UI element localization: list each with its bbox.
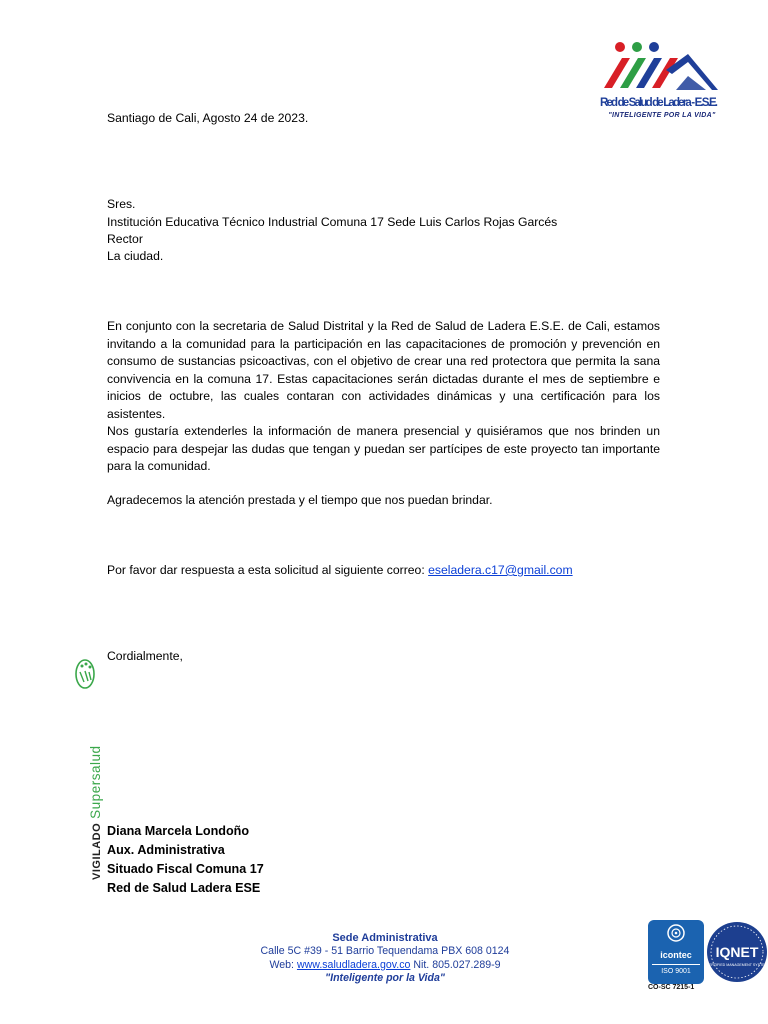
- footer: [200, 932, 570, 986]
- icontec-label: icontec: [660, 950, 692, 960]
- logo-name: Red de Salud de Ladera - E.S.E.: [600, 97, 718, 109]
- footer-address: Calle 5C #39 - 51 Barrio Tequendama PBX 608 0124: [260, 945, 510, 958]
- vigilado-label: VIGILADO: [91, 822, 103, 880]
- recipient-salutation: Sres.: [107, 197, 136, 211]
- body-paragraph-1: En conjunto con la secretaria de Salud Distrital y la Red de Salud de Ladera E.S.E. de Cali, estamos invitando a la comunidad para la participación en las capacitaciones de promoción y prevención en consumo de sustancias psicoactivas, con el objetivo de crear una red protectora que permita la sana convivencia en la comuna 17. Estas capacitaciones serán dictadas durante el mes de septiembre e inicios de octubre, las cuales contaran con actividades dinámicas y una certificación para los asistentes.: [107, 319, 660, 421]
- closing: Cordialmente,: [107, 649, 183, 663]
- icontec-icon: [648, 920, 704, 948]
- recipient-institution: Institución Educativa Técnico Industrial Comuna 17 Sede Luis Carlos Rojas Garcés: [107, 215, 558, 229]
- supersalud-watermark: [88, 746, 103, 880]
- reply-email-link[interactable]: eseladera.c17@gmail.com: [428, 563, 573, 577]
- body-paragraph-2: Nos gustaría extenderles la información de manera presencial y quisiéramos que nos brinden un espacio para despejar las dudas que tengan y puedan ser partícipes de este proyecto tan importante para la comunidad.: [107, 424, 660, 474]
- recipient-title: Rector: [107, 232, 143, 246]
- recipient-city: La ciudad.: [107, 249, 164, 263]
- iqnet-label: IQNET: [715, 944, 759, 960]
- icontec-badge: [648, 920, 704, 984]
- icontec-code: CO-SC 7215-1: [648, 984, 695, 991]
- footer-nit: Nit. 805.027.289-9: [413, 958, 501, 971]
- reply-request-text: Por favor dar respuesta a esta solicitud al siguiente correo:: [107, 563, 425, 577]
- signature-name: Diana Marcela Londoño: [107, 824, 250, 838]
- logo-slogan: "INTELIGENTE POR LA VIDA": [608, 112, 716, 119]
- supersalud-label: Supersalud: [88, 745, 103, 819]
- icontec-iso: ISO 9001: [652, 964, 700, 975]
- iqnet-sub: CERTIFIED MANAGEMENT SYSTEM: [706, 963, 768, 967]
- signature-organization: Red de Salud Ladera ESE: [107, 881, 261, 895]
- footer-web-label: Web:: [269, 958, 294, 971]
- iqnet-badge: [706, 921, 768, 983]
- signature-unit: Situado Fiscal Comuna 17: [107, 862, 264, 876]
- footer-web-link[interactable]: www.saludladera.gov.co: [296, 958, 411, 971]
- thanks-paragraph: Agradecemos la atención prestada y el tiempo que nos puedan brindar.: [107, 493, 493, 507]
- footer-web-line: [200, 959, 570, 972]
- signature-position: Aux. Administrativa: [107, 843, 225, 857]
- reply-request: [107, 562, 573, 580]
- date-line: Santiago de Cali, Agosto 24 de 2023.: [107, 111, 309, 125]
- footer-slogan: "Inteligente por la Vida": [325, 972, 445, 985]
- footer-heading: Sede Administrativa: [332, 932, 438, 944]
